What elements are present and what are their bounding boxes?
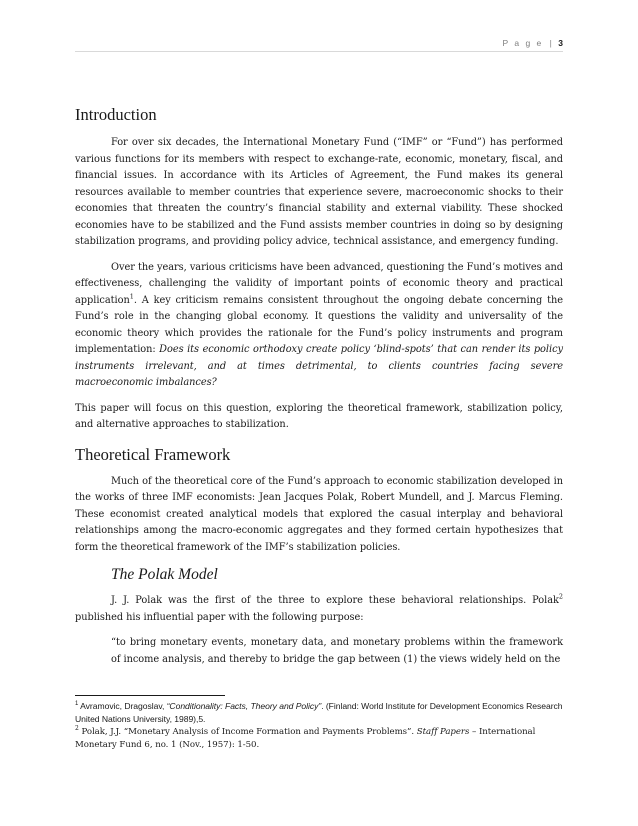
key-question: Does its economic orthodoxy create policy ‘blind-spots’ that can render its policy instruments irrelevant, and at times detrimental, to clients countries facing severe macroeconomic imbalances? xyxy=(75,344,563,388)
footnote-2: $^2$ Polak, J.J. “Monetary Analysis of Income Formation and Payments Problems”. Staff Papers – International Monetary Fund 6, no. 1 (Nov., 1957): 1-50. xyxy=(75,725,536,750)
header-separator: | xyxy=(549,38,552,48)
section-heading-theoretical-framework: Theoretical Framework xyxy=(75,444,231,464)
section-heading-introduction: Introduction xyxy=(75,105,157,124)
footnotes xyxy=(75,700,563,752)
paragraph: Much of the theoretical core of the Fund’s approach to economic stabilization developed in the works of three IMF economists: Jean Jacques Polak, Robert Mundell, and J. Marcus Fleming. These economist created analytical models that explored the casual interplay and behavioral relationships among the macro-economic aggregates and they formed certain hypothesizes that form the theoretical framework of the IMF’s stabilization policies. xyxy=(75,475,563,553)
footnote-1: $^1$ Avramovic, Dragoslav, “Conditionality: Facts, Theory and Policy”. (Finland: World Institute for Development Economics Research United Nations University, 1989),5. xyxy=(75,701,563,724)
paragraph: This paper will focus on this question, exploring the theoretical framework, stabilization policy, and alternative approaches to stabilization. xyxy=(75,402,563,430)
block-quote: “to bring monetary events, monetary data, and monetary problems within the framework of income analysis, and thereby to bridge the gap between (1) the views widely held on the xyxy=(111,637,563,665)
footnote-ref-1[interactable]: 1 xyxy=(129,292,134,301)
footnote-ref-2[interactable]: 2 xyxy=(558,592,563,601)
page-header xyxy=(503,38,564,48)
page-label: P a g e xyxy=(502,38,544,48)
paragraph: For over six decades, the International Monetary Fund (“IMF” or “Fund”) has performed various functions for its members with respect to exchange-rate, economic, monetary, fiscal, and financial issues. In accordance with its Articles of Agreement, the Fund makes its general resources available to member countries that experience severe, macroeconomic shocks to their economies that threaten the country’s financial stability and external viability. These shocked economies have to be stabilized and the Fund assists member countries in doing so by designing stabilization programs, and providing policy advice, technical assistance, and emergency funding. xyxy=(75,137,563,247)
paragraph: Over the years, various criticisms have been advanced, questioning the Fund’s motives and effectiveness, challenging the validity of important points of economic theory and practical application$^1$. A key criticism remains consistent throughout the ongoing debate concerning the Fund’s role in the changing global economy. It questions the validity and universality of the economic theory which provides the rationale for the Fund’s policy instruments and program implementation: Does its economic orthodoxy create policy ‘blind-spots’ that can render its policy instruments irrelevant, and at times detrimental, to clients countries facing severe macroeconomic imbalances? xyxy=(75,261,563,388)
header-divider xyxy=(75,51,563,52)
paragraph: J. J. Polak was the first of the three to explore these behavioral relationships. Polak$^2$ published his influential paper with the following purpose: xyxy=(75,592,563,623)
subsection-heading-polak-model: The Polak Model xyxy=(111,566,218,583)
page-number: 3 xyxy=(558,38,563,48)
main-content xyxy=(75,104,563,677)
footnote-divider xyxy=(75,695,225,696)
